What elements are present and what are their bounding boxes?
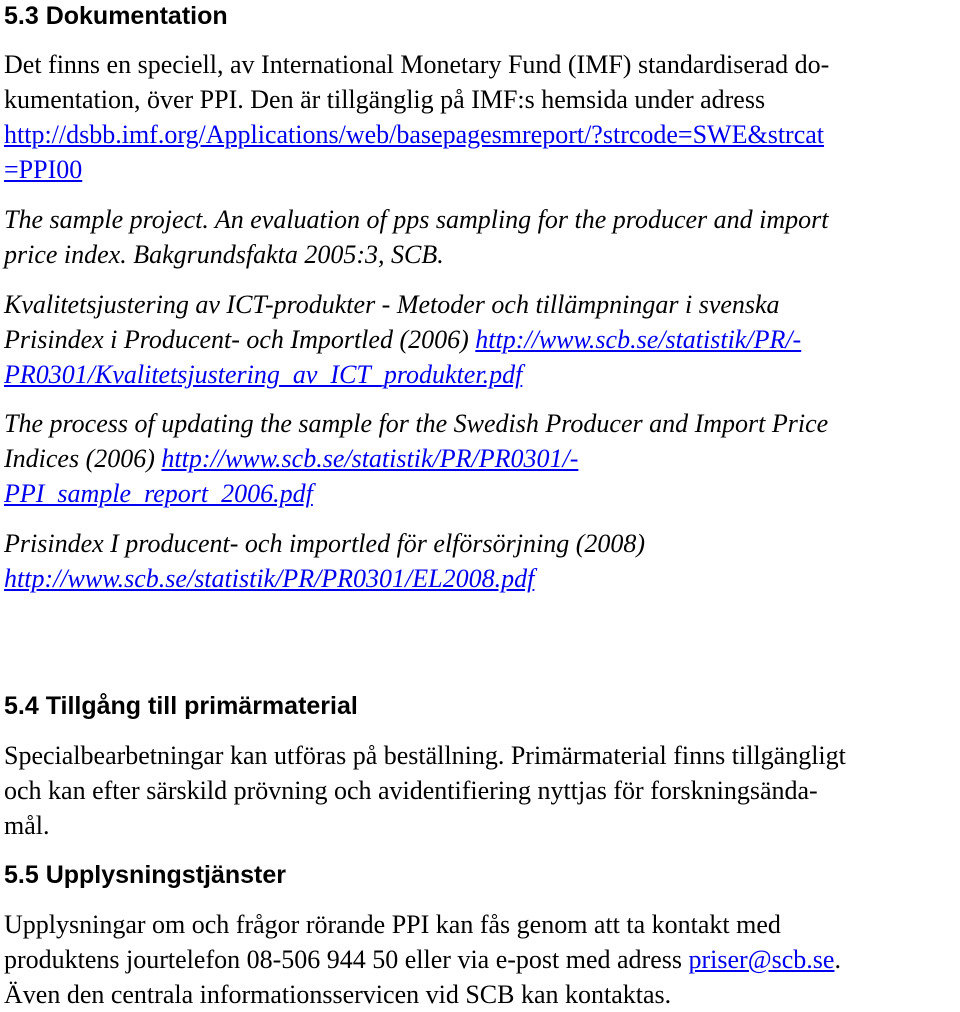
- upplysning-line-2: [4, 942, 956, 977]
- imf-url-line-1: [4, 117, 956, 152]
- ref4-link[interactable]: http://www.scb.se/statistik/PR/PR0301/EL2008.pdf: [4, 564, 535, 593]
- intro-line-1: Det finns en speciell, av International Monetary Fund (IMF) standardiserad do-: [4, 50, 830, 79]
- ref3-line-1: The process of updating the sample for the Swedish Producer and Import Price: [4, 409, 829, 438]
- reference-elforsorjning: [4, 526, 956, 596]
- section-heading-tillgang: 5.4 Tillgång till primärmaterial: [4, 692, 358, 720]
- imf-link[interactable]: http://dsbb.imf.org/Applications/web/basepagesmreport/?strcode=SWE&strcat: [4, 120, 825, 149]
- ref3-text: Indices (2006): [4, 444, 162, 473]
- tillgang-line-2: och kan efter särskild prövning och avidentifiering nyttjas för forskningsända-: [4, 776, 818, 805]
- upplysning-paragraph: [4, 907, 956, 1012]
- ref2-line-3: [4, 357, 956, 392]
- ref4-line-2: [4, 561, 956, 596]
- intro-line-2: kumentation, över PPI. Den är tillgänglig på IMF:s hemsida under adress: [4, 85, 766, 114]
- ref1-line-2: price index. Bakgrundsfakta 2005:3, SCB.: [4, 240, 444, 269]
- ref2-link-cont[interactable]: PR0301/Kvalitetsjustering_av_ICT_produkter.pdf: [4, 360, 523, 389]
- upplysning-period: .: [834, 945, 841, 974]
- ref2-line-1: Kvalitetsjustering av ICT-produkter - Metoder och tillämpningar i svenska: [4, 290, 780, 319]
- tillgang-line-3: mål.: [4, 811, 50, 840]
- intro-paragraph: [4, 47, 956, 187]
- imf-link-cont[interactable]: =PPI00: [4, 155, 83, 184]
- ref3-line-2: [4, 441, 956, 476]
- tillgang-paragraph: [4, 738, 956, 843]
- ref3-link[interactable]: http://www.scb.se/statistik/PR/PR0301/-: [161, 444, 579, 473]
- ref2-line-2: [4, 322, 956, 357]
- ref2-link[interactable]: http://www.scb.se/statistik/PR/-: [475, 325, 802, 354]
- reference-sample-update: [4, 406, 956, 511]
- tillgang-line-1: Specialbearbetningar kan utföras på beställning. Primärmaterial finns tillgängligt: [4, 741, 846, 770]
- ref3-link-cont[interactable]: PPI_sample_report_2006.pdf: [4, 479, 313, 508]
- reference-sample-project: [4, 202, 956, 272]
- upplysning-text: produktens jourtelefon 08-506 944 50 eller via e-post med adress: [4, 945, 689, 974]
- ref4-line-1: Prisindex I producent- och importled för elförsörjning (2008): [4, 529, 646, 558]
- reference-kvalitetsjustering: [4, 287, 956, 392]
- ref2-text: Prisindex i Producent- och Importled (2006): [4, 325, 476, 354]
- imf-url-line-2: [4, 152, 956, 187]
- section-heading-dokumentation: 5.3 Dokumentation: [4, 2, 228, 30]
- email-link[interactable]: priser@scb.se: [688, 945, 835, 974]
- upplysning-line-1: Upplysningar om och frågor rörande PPI kan fås genom att ta kontakt med: [4, 910, 781, 939]
- upplysning-line-3: Även den centrala informationsservicen vid SCB kan kontaktas.: [4, 980, 672, 1009]
- ref1-line-1: The sample project. An evaluation of pps sampling for the producer and import: [4, 205, 829, 234]
- ref3-line-3: [4, 476, 956, 511]
- section-heading-upplysningstjanster: 5.5 Upplysningstjänster: [4, 861, 287, 889]
